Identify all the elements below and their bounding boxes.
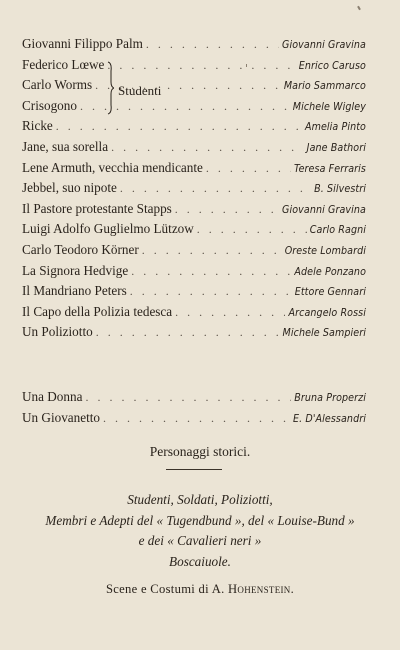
role-name: Ricke — [22, 118, 53, 134]
actor-name: Michele Sampieri — [282, 327, 366, 340]
actor-name: Jane Bathori — [306, 141, 366, 154]
students-group — [22, 57, 366, 119]
cast-row — [22, 139, 366, 160]
dot-leader — [197, 222, 307, 237]
dot-leader — [120, 181, 311, 196]
cast-row — [22, 221, 366, 242]
dot-leader — [206, 161, 291, 176]
role-name: Jebbel, suo nipote — [22, 180, 117, 196]
cast-row — [22, 304, 366, 325]
divider — [166, 469, 222, 470]
cast-row — [22, 180, 366, 201]
cast-row — [22, 410, 366, 431]
role-name: Crisogono — [22, 97, 77, 113]
cast-row — [22, 283, 366, 304]
actor-name: Adele Ponzano — [294, 265, 366, 278]
dot-leader — [56, 119, 302, 134]
cast-row — [22, 160, 366, 181]
role-name: Giovanni Filippo Palm — [22, 36, 143, 51]
role-name: Il Mandriano Peters — [22, 283, 127, 299]
actor-name: Bruna Properzi — [294, 392, 366, 404]
actor-name: E. D'Alessandri — [293, 412, 366, 425]
actor-name: B. Silvestri — [314, 183, 366, 196]
role-name: Carlo Teodoro Körner — [22, 241, 139, 257]
cast-row — [22, 201, 366, 222]
role-name: Un Poliziotto — [22, 324, 93, 340]
actor-name: Enrico Caruso — [298, 59, 366, 72]
dot-leader — [175, 305, 285, 320]
credits-line — [0, 582, 400, 597]
credits-prefix: Scene e Costumi di A. — [105, 582, 225, 596]
actor-name: Oreste Lombardi — [284, 244, 366, 257]
section-heading: Personaggi storici. — [149, 444, 251, 459]
group-label: Studenti — [118, 83, 162, 98]
actor-name: Amelia Pinto — [304, 121, 366, 134]
actor-name: Ettore Gennari — [294, 286, 366, 299]
actor-name: Michele Wigley — [292, 100, 366, 113]
extras-block — [0, 490, 400, 572]
credits-name: Hohenstein. — [228, 582, 295, 596]
brace-icon — [106, 61, 114, 115]
role-name: Luigi Adolfo Guglielmo Lützow — [22, 221, 194, 237]
actor-name: Mario Sammarco — [283, 80, 366, 93]
role-name: Una Donna — [22, 389, 83, 404]
dot-leader — [142, 243, 282, 258]
dot-leader — [131, 264, 291, 279]
cast-row — [22, 389, 366, 410]
dot-leader — [175, 202, 279, 217]
dot-leader — [85, 390, 291, 405]
cast-row — [22, 36, 366, 57]
dot-leader — [96, 325, 280, 340]
actor-name: Giovanni Gravina — [281, 203, 366, 216]
role-name: Il Pastore protestante Stapps — [22, 200, 172, 216]
role-name: La Signora Hedvige — [22, 262, 129, 278]
role-name: Un Giovanetto — [22, 409, 101, 425]
role-name: Il Capo della Polizia tedesca — [22, 303, 173, 319]
cast-row — [22, 263, 366, 284]
dot-leader — [146, 37, 279, 52]
cast-row — [22, 242, 366, 263]
dot-leader — [130, 284, 292, 299]
role-name: Carlo Worms — [22, 77, 93, 93]
role-name: Lene Armuth, vecchia mendicante — [22, 159, 203, 175]
extras-line: Boscaiuole. — [169, 553, 231, 569]
dot-leader — [103, 411, 290, 426]
cast-row — [22, 324, 366, 345]
cast-row — [22, 118, 366, 139]
actor-name: Arcangelo Rossi — [288, 306, 366, 319]
actor-name: Teresa Ferraris — [293, 162, 366, 175]
role-name: Jane, sua sorella — [22, 138, 109, 154]
minor-cast-list — [22, 389, 366, 430]
extras-line: e dei « Cavalieri neri » — [138, 533, 262, 548]
role-name: Federico Lœwe — [22, 56, 105, 72]
actor-name: Giovanni Gravina — [281, 39, 366, 51]
paper-mark — [246, 64, 247, 67]
extras-line: Membri e Adepti del « Tugendbund », del « Louise-Bund » — [45, 512, 355, 528]
dot-leader — [111, 140, 304, 155]
paper-mark — [357, 6, 361, 10]
actor-name: Carlo Ragni — [309, 224, 366, 237]
extras-line: Studenti, Soldati, Poliziotti, — [127, 492, 273, 507]
